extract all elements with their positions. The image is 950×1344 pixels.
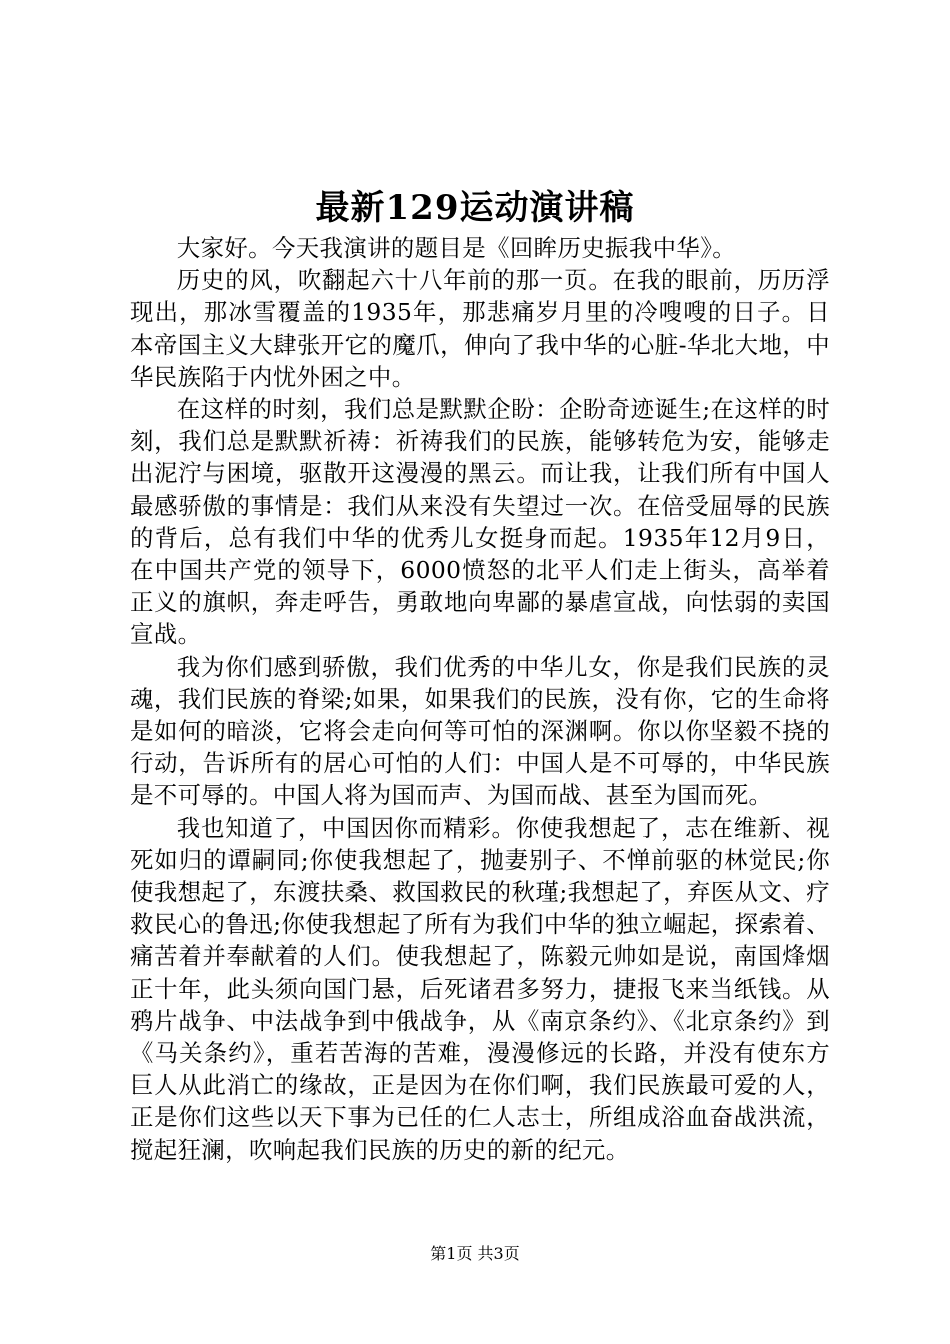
paragraph: 大家好。今天我演讲的题目是《回眸历史振我中华》。 [176, 234, 737, 262]
paragraph: 在这样的时刻，我们总是默默企盼：企盼奇迹诞生;在这样的时刻，我们总是默默祈祷：祈祷我们的民族，能够转危为安，能够走出泥泞与困境，驱散开这漫漫的黑云。而让我，让我们所有中国人最感骄傲的事情是：我们从来没有失望过一次。在倍受屈辱的民族的背后，总有我们中华的优秀儿女挺身而起。1935年12月9日，在中国共产党的领导下，6000愤怒的北平人们走上街头，高举着正义的旗帜，奔走呼告，勇敢地向卑鄙的暴虐宣战，向怯弱的卖国宣战。 [130, 395, 830, 649]
paragraph: 我也知道了，中国因你而精彩。你使我想起了，志在维新、视死如归的谭嗣同;你使我想起了，抛妻别子、不惮前驱的林觉民;你使我想起了，东渡扶桑、救国救民的秋瑾;我想起了，弃医从文、疗救民心的鲁迅;你使我想起了所有为我们中华的独立崛起，探索着、痛苦着并奉献着的人们。使我想起了，陈毅元帅如是说，南国烽烟正十年，此头须向国门悬，后死诸君多努力，捷报飞来当纸钱。从鸦片战争、中法战争到中俄战争，从《南京条约》、《北京条约》到《马关条约》，重若苦海的苦难，漫漫修远的长路，并没有使东方巨人从此消亡的缘故，正是因为在你们啊，我们民族最可爱的人，正是你们这些以天下事为已任的仁人志士，所组成浴血奋战洪流，搅起狂澜，吹响起我们民族的历史的新的纪元。 [130, 813, 830, 1164]
page-number-footer: 第1页 共3页 [430, 1244, 520, 1263]
paragraph: 我为你们感到骄傲，我们优秀的中华儿女，你是我们民族的灵魂，我们民族的脊梁;如果，如果我们的民族，没有你，它的生命将是如何的暗淡，它将会走向何等可怕的深渊啊。你以你坚毅不挠的行动，告诉所有的居心可怕的人们：中国人是不可辱的，中华民族是不可辱的。中国人将为国而声、为国而战、甚至为国而死。 [130, 652, 830, 810]
document-body [130, 232, 830, 1166]
document-title: 最新129运动演讲稿 [315, 188, 635, 228]
paragraph: 历史的风，吹翻起六十八年前的那一页。在我的眼前，历历浮现出，那冰雪覆盖的1935年，那悲痛岁月里的冷嗖嗖的日子。日本帝国主义大肆张开它的魔爪，伸向了我中华的心脏-华北大地，中华民族陷于内忧外困之中。 [130, 266, 830, 391]
